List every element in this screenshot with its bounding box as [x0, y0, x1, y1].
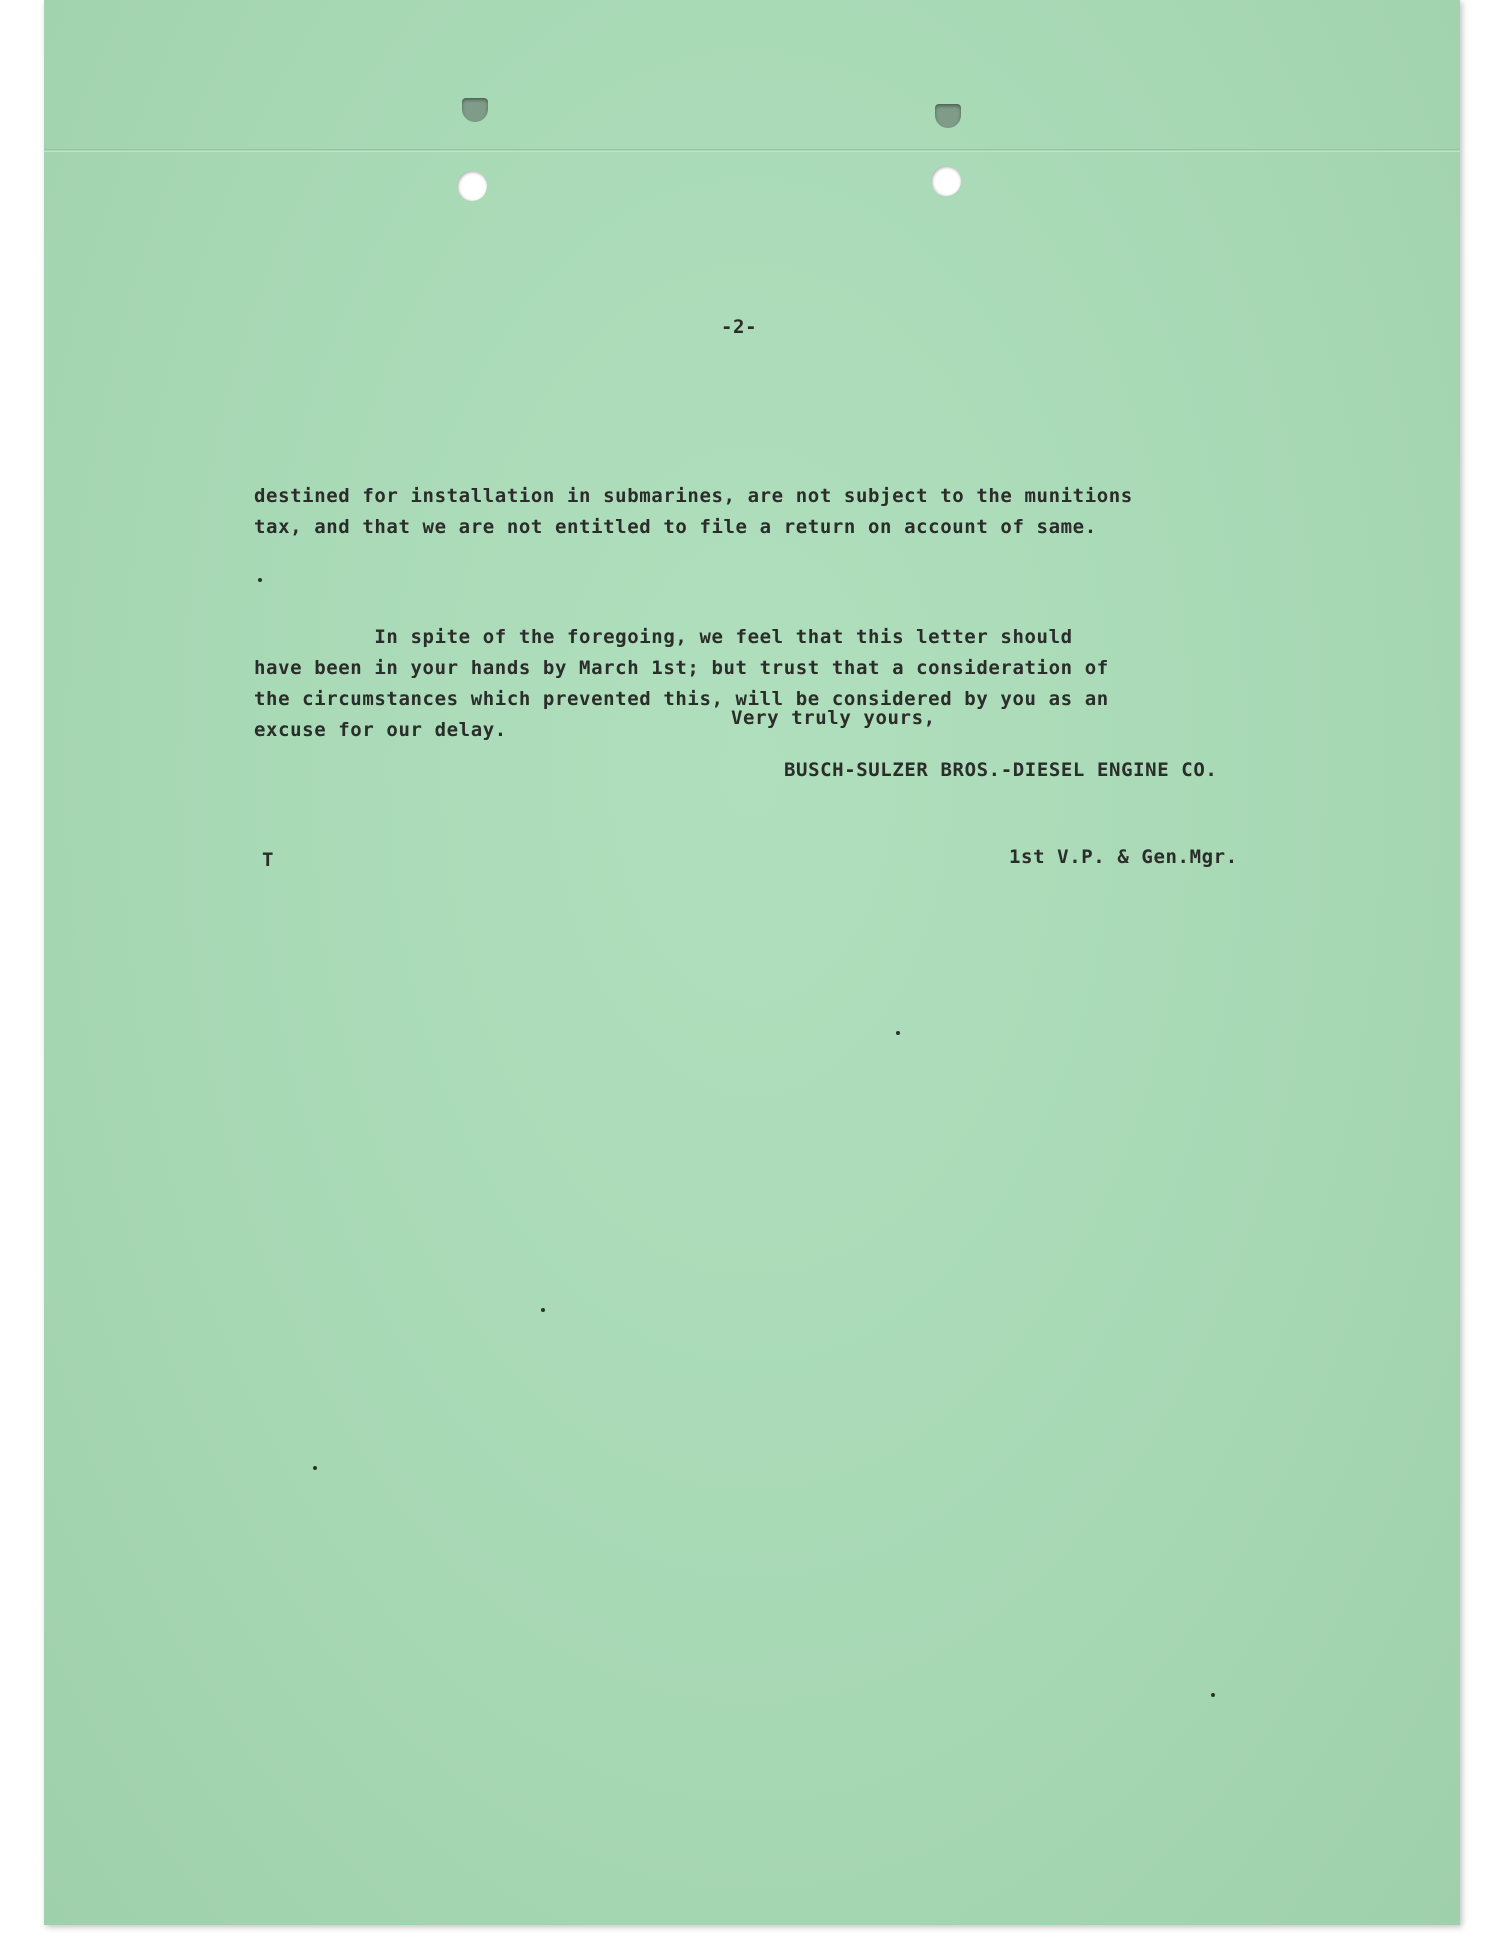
company-signature: BUSCH-SULZER BROS.-DIESEL ENGINE CO.: [784, 759, 1218, 781]
signatory-title: 1st V.P. & Gen.Mgr.: [1009, 846, 1238, 868]
letter-sheet: [44, 0, 1460, 1925]
paragraph-1-text: destined for installation in submarines, are not subject to the munitions tax, and that we are not entitled to file a return on account of same.: [254, 485, 1133, 538]
binding-tab-left: [462, 98, 488, 122]
paper-speck: [896, 1031, 900, 1035]
binding-tab-right: [935, 104, 961, 128]
paragraph-2-text: In spite of the foregoing, we feel that this letter should have been in your hands by March 1st; but trust that a consideration of the circumstances which prevented this, will be considered by you as an excuse for our delay.: [254, 626, 1109, 741]
page-number: -2-: [721, 316, 758, 338]
paper-speck: [258, 578, 262, 582]
typist-initial: T: [262, 849, 275, 871]
paper-speck: [541, 1308, 545, 1312]
punch-hole-right: [931, 166, 961, 196]
complimentary-closing: Very truly yours,: [731, 707, 936, 729]
paper-speck: [1211, 1693, 1215, 1697]
punch-hole-left: [457, 171, 487, 201]
fold-line: [44, 149, 1460, 152]
paper-speck: [313, 1466, 317, 1470]
